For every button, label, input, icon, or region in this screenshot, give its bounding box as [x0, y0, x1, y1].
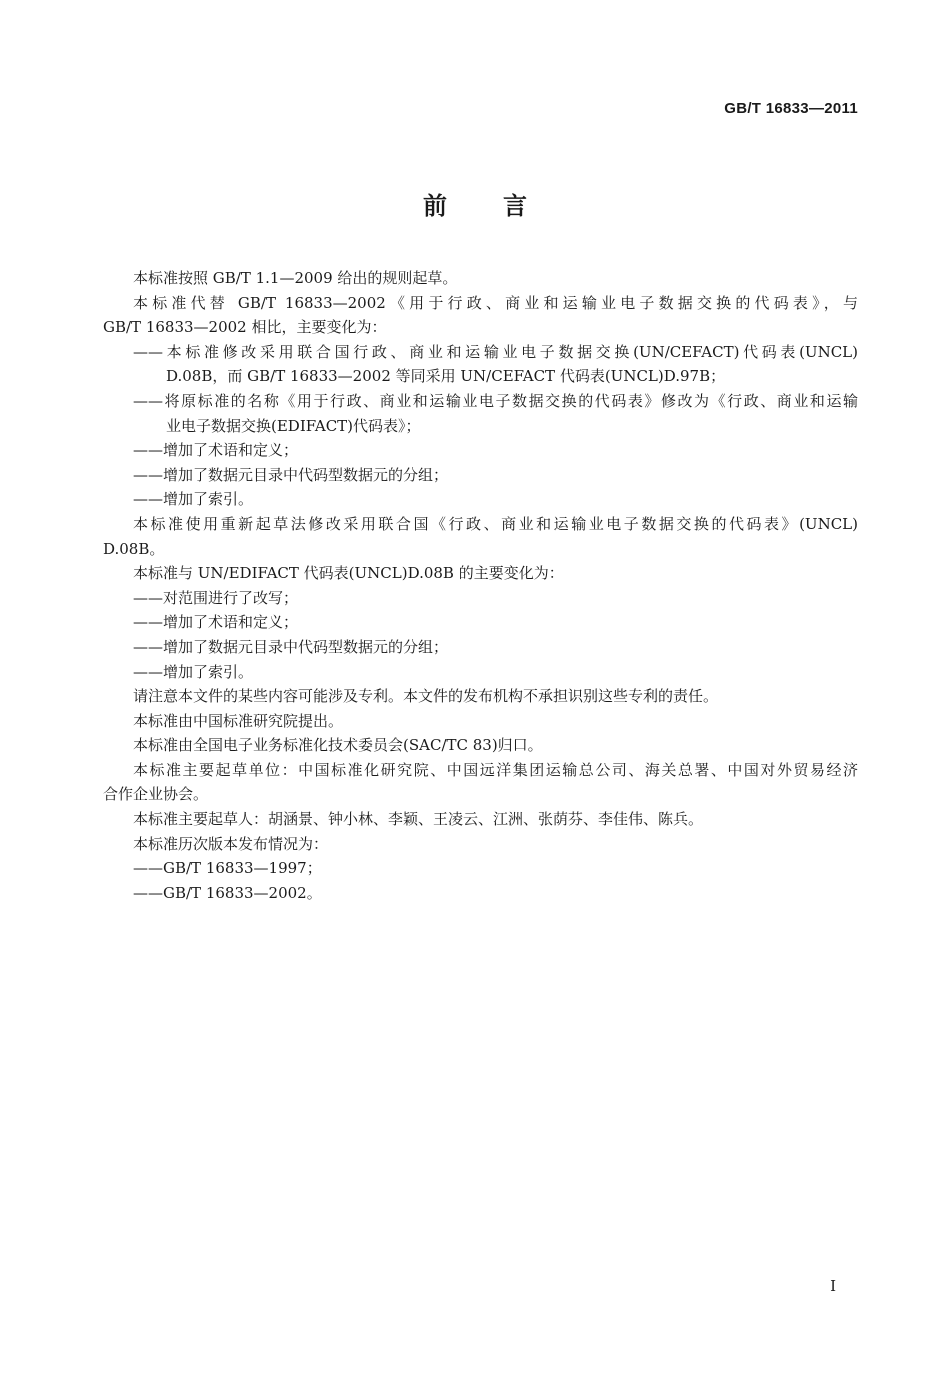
text-line: D.08B，而 GB/T 16833—2002 等同采用 UN/CEFACT 代码表(UNCL)D.97B； [166, 367, 726, 386]
standard-code: GB/T 16833—2011 [724, 100, 858, 117]
text-line: 本标准由中国标准研究院提出。 [133, 711, 344, 730]
text-line: ——增加了术语和定义； [133, 613, 299, 632]
text-line: GB/T 16833—2002 相比，主要变化为： [103, 318, 387, 337]
document-body [103, 266, 858, 905]
text-line: D.08B。 [103, 539, 165, 558]
page-number: I [830, 1277, 836, 1295]
text-line: ——本标准修改采用联合国行政、商业和运输业电子数据交换(UN/CEFACT)代码表(UNCL) [133, 342, 858, 361]
text-line: 请注意本文件的某些内容可能涉及专利。本文件的发布机构不承担识别这些专利的责任。 [133, 687, 719, 706]
text-line: 本标准按照 GB/T 1.1—2009 给出的规则起草。 [133, 269, 458, 287]
text-line: ——GB/T 16833—1997； [133, 859, 322, 878]
text-line: 本标准由全国电子业务标准化技术委员会(SAC/TC 83)归口。 [133, 736, 543, 755]
text-line: ——增加了术语和定义； [133, 441, 299, 460]
text-line: 合作企业协会。 [103, 785, 209, 804]
text-line: 业电子数据交换(EDIFACT)代码表》； [166, 416, 421, 435]
text-line: ——对范围进行了改写； [133, 588, 299, 607]
text-line: ——增加了索引。 [133, 490, 254, 509]
text-line: ——GB/T 16833—2002。 [133, 883, 322, 902]
text-line: 本标准使用重新起草法修改采用联合国《行政、商业和运输业电子数据交换的代码表》(UNCL) [133, 514, 858, 533]
text-line: ——增加了数据元目录中代码型数据元的分组； [133, 465, 449, 484]
text-line: ——将原标准的名称《用于行政、商业和运输业电子数据交换的代码表》修改为《行政、商业和运输 [133, 391, 858, 410]
text-line: ——增加了索引。 [133, 662, 254, 681]
text-line: 本标准主要起草单位：中国标准化研究院、中国远洋集团运输总公司、海关总署、中国对外贸易经济 [133, 760, 858, 779]
text-line: ——增加了数据元目录中代码型数据元的分组； [133, 637, 449, 656]
text-line: 本标准主要起草人：胡涵景、钟小林、李颖、王凌云、江洲、张荫芬、李佳伟、陈兵。 [133, 810, 704, 829]
text-line: 本标准历次版本发布情况为： [133, 834, 329, 853]
text-line: 本标准代替 GB/T 16833—2002《用于行政、商业和运输业电子数据交换的代码表》，与 [133, 293, 858, 312]
page-title: 前言 [423, 192, 583, 220]
text-line: 本标准与 UN/EDIFACT 代码表(UNCL)D.08B 的主要变化为： [133, 564, 564, 583]
